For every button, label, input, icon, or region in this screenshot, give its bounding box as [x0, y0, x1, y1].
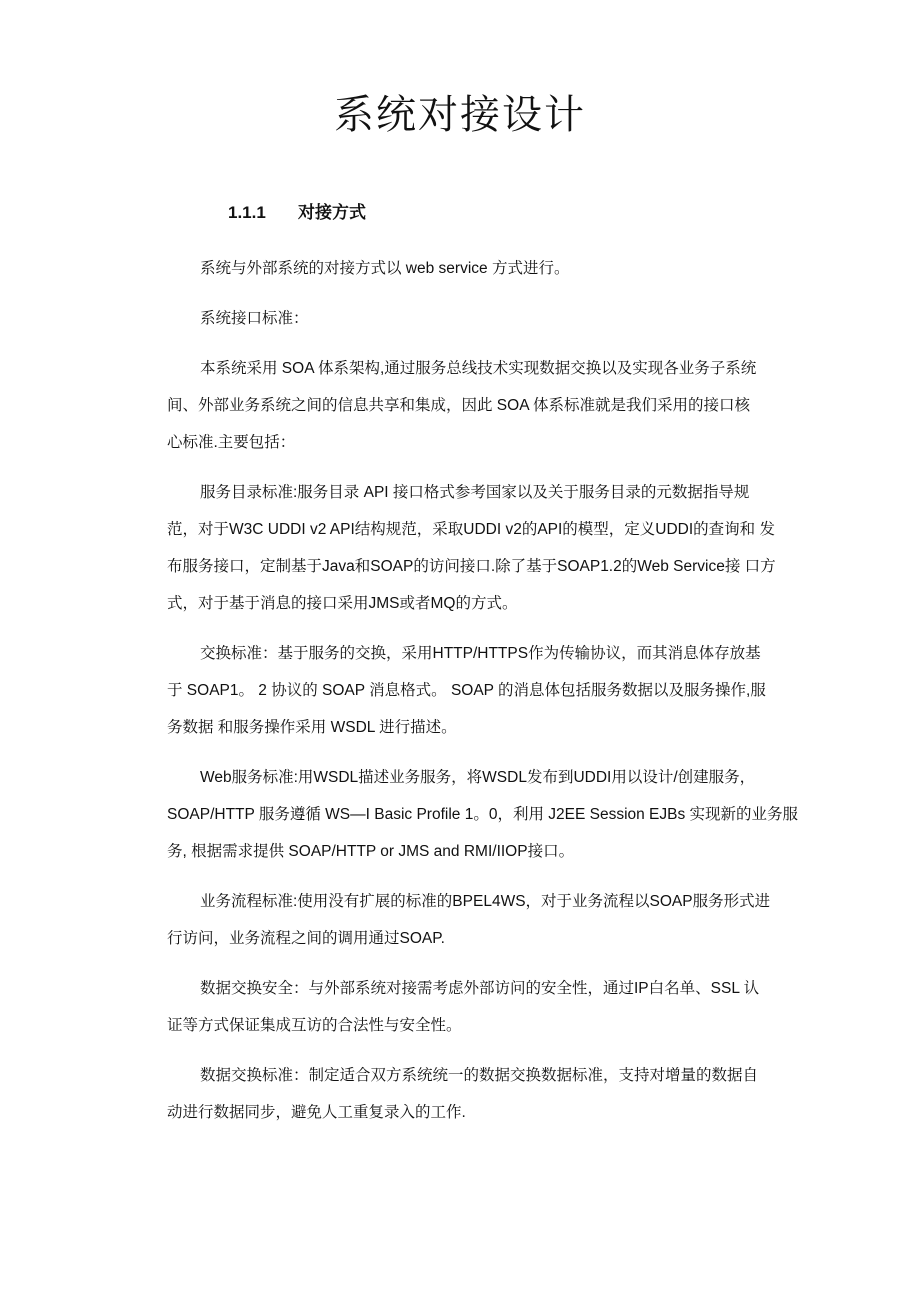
paragraph-line: 务数据 和服务操作采用 WSDL 进行描述。 — [167, 719, 457, 736]
paragraph-line: 间、外部业务系统之间的信息共享和集成，因此 SOA 体系标准就是我们采用的接口核 — [167, 397, 750, 414]
paragraph-line: 本系统采用 SOA 体系架构,通过服务总线技术实现数据交换以及实现各业务子系统 — [200, 360, 757, 377]
paragraph-line: 行访问，业务流程之间的调用通过SOAP. — [167, 930, 445, 947]
paragraph-line: 证等方式保证集成互访的合法性与安全性。 — [167, 1017, 462, 1034]
paragraph-line: 动进行数据同步，避免人工重复录入的工作. — [167, 1104, 466, 1121]
paragraph — [167, 883, 807, 957]
paragraph — [167, 635, 807, 746]
paragraph-line: 业务流程标准:使用没有扩展的标准的BPEL4WS，对于业务流程以SOAP服务形式进 — [200, 893, 771, 910]
paragraph — [167, 759, 807, 870]
paragraph — [167, 1057, 807, 1131]
paragraph-line: 数据交换安全：与外部系统对接需考虑外部访问的安全性，通过IP白名单、SSL 认 — [200, 980, 760, 997]
paragraph-line: 服务目录标准:服务目录 API 接口格式参考国家以及关于服务目录的元数据指导规 — [200, 484, 750, 501]
paragraph-line: 布服务接口，定制基于Java和SOAP的访问接口.除了基于SOAP1.2的Web Service接 口方 — [167, 558, 776, 575]
document-title: 系统对接设计 — [334, 92, 586, 138]
paragraph-line: 务, 根据需求提供 SOAP/HTTP or JMS and RMI/IIOP接口。 — [167, 843, 575, 860]
paragraph-line: 系统与外部系统的对接方式以 web service 方式进行。 — [200, 260, 570, 277]
document-body — [167, 250, 807, 1144]
paragraph-line: SOAP/HTTP 服务遵循 WS—I Basic Profile 1。0，利用 J2EE Session EJBs 实现新的业务服 — [167, 806, 799, 823]
section-number: 1.1.1 — [228, 203, 266, 222]
paragraph — [167, 250, 807, 287]
paragraph — [167, 474, 807, 622]
paragraph — [167, 350, 807, 461]
paragraph-line: 式，对于基于消息的接口采用JMS或者MQ的方式。 — [167, 595, 518, 612]
paragraph-line: Web服务标准:用WSDL描述业务服务，将WSDL发布到UDDI用以设计/创建服务， — [200, 769, 756, 786]
paragraph-line: 范，对于W3C UDDI v2 API结构规范，采取UDDI v2的API的模型，定义UDDI的查询和 发 — [167, 521, 775, 538]
paragraph — [167, 300, 807, 337]
paragraph-line: 于 SOAP1。 2 协议的 SOAP 消息格式。 SOAP 的消息体包括服务数据以及服务操作,服 — [167, 682, 766, 699]
paragraph-line: 系统接口标准： — [200, 310, 309, 327]
paragraph — [167, 970, 807, 1044]
section-heading — [228, 200, 366, 226]
paragraph-line: 交换标准：基于服务的交换，采用HTTP/HTTPS作为传输协议，而其消息体存放基 — [200, 645, 761, 662]
paragraph-line: 心标准.主要包括： — [167, 434, 296, 451]
paragraph-line: 数据交换标准：制定适合双方系统统一的数据交换数据标准，支持对增量的数据自 — [200, 1067, 759, 1084]
section-title: 对接方式 — [298, 203, 366, 222]
